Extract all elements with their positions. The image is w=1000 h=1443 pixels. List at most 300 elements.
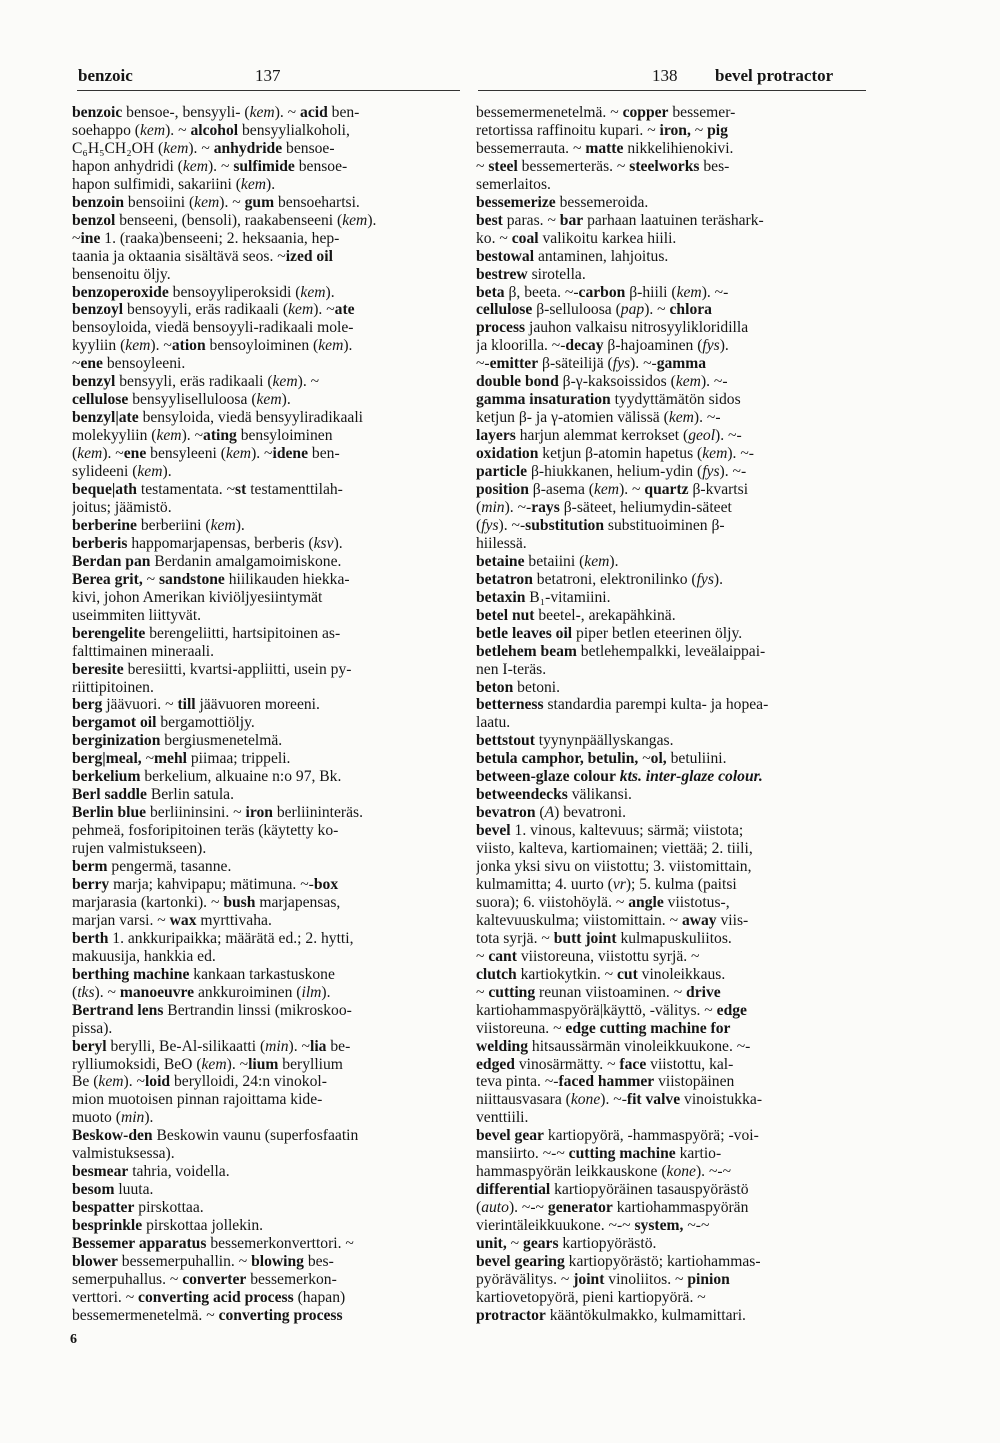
definition-text: kankaan tarkastuskone bbox=[189, 965, 335, 983]
subject-abbrev: kem bbox=[342, 211, 368, 229]
entry-line bbox=[72, 732, 460, 750]
definition-text: ). bbox=[162, 463, 172, 481]
subject-abbrev: kem bbox=[98, 1073, 124, 1091]
definition-text: ). bbox=[343, 337, 353, 355]
definition-text: berylli, Be-Al-silikaatti ( bbox=[106, 1037, 266, 1055]
entry-line bbox=[72, 158, 460, 176]
definition-text: β-selluloosa ( bbox=[532, 301, 621, 319]
entry-line bbox=[476, 966, 868, 984]
definition-text: berberiini ( bbox=[136, 516, 211, 534]
headword: process bbox=[476, 319, 526, 337]
entry-line bbox=[72, 266, 460, 284]
definition-text: ). ~- bbox=[715, 427, 742, 445]
subject-abbrev: kem bbox=[163, 139, 189, 157]
entry-line bbox=[72, 984, 460, 1002]
definition-text: kulmamitta; 4. uurto ( bbox=[476, 875, 613, 893]
definition-text: marjan varsi. ~ bbox=[72, 911, 170, 929]
headword: angle bbox=[628, 893, 664, 911]
definition-text: hiilessä. bbox=[476, 534, 527, 552]
header-rule-right bbox=[478, 90, 866, 91]
headword: layers bbox=[476, 427, 516, 445]
subject-abbrev: vr bbox=[612, 875, 626, 893]
headword: pinion bbox=[687, 1270, 730, 1288]
subject-abbrev: kem bbox=[249, 104, 275, 121]
definition-text: betaiini ( bbox=[524, 552, 585, 570]
definition-text: β-säteilijä ( bbox=[538, 355, 613, 373]
headword: betatron bbox=[476, 570, 533, 588]
subject-abbrev: geol bbox=[688, 427, 716, 445]
definition-text: bessemermenetelmä. ~ bbox=[476, 104, 623, 121]
entry-line bbox=[72, 1235, 460, 1253]
definition-text: beetel-, arekapähkinä. bbox=[534, 606, 676, 624]
entry-line bbox=[476, 391, 868, 409]
definition-text: ). bbox=[144, 1109, 154, 1127]
subject-abbrev: ksv bbox=[313, 534, 334, 552]
subject-abbrev: auto bbox=[481, 1199, 509, 1217]
entry-line bbox=[72, 571, 460, 589]
definition-text: pissa). bbox=[72, 1019, 113, 1037]
definition-text: ~- bbox=[476, 355, 490, 373]
headword: ate bbox=[334, 301, 355, 319]
definition-text: ~ bbox=[476, 947, 489, 965]
definition-text: tyydyttämätön sidos bbox=[610, 391, 741, 409]
definition-text: pengermä, tasanne. bbox=[107, 858, 232, 876]
definition-text: tahria, voidella. bbox=[128, 1163, 230, 1181]
entry-line bbox=[476, 1289, 868, 1307]
definition-text: ( bbox=[476, 516, 482, 534]
definition-text: tota syrjä. ~ bbox=[476, 929, 554, 947]
entry-line bbox=[72, 463, 460, 481]
definition-text: kartiovetopyörä, pieni kartiopyörä. ~ bbox=[476, 1288, 706, 1306]
definition-text: vinosärmätty. ~ bbox=[514, 1055, 620, 1073]
headword: benzyl bbox=[72, 373, 116, 391]
entry-line bbox=[476, 625, 868, 643]
definition-text: mansiirto. ~-~ bbox=[476, 1145, 569, 1163]
definition-text: substituoiminen β- bbox=[604, 516, 725, 534]
entry-line bbox=[72, 1073, 460, 1091]
entry-line bbox=[476, 571, 868, 589]
definition-text: valmistuksessa). bbox=[72, 1145, 175, 1163]
headword: system, bbox=[634, 1217, 684, 1235]
entry-line bbox=[72, 696, 460, 714]
definition-text: β-hiukkanen, helium-ydin ( bbox=[527, 463, 703, 481]
headword: pig bbox=[707, 121, 728, 139]
headword: away bbox=[681, 911, 717, 929]
definition-text: ). bbox=[713, 570, 724, 588]
subject-abbrev: kem bbox=[256, 391, 282, 409]
page-number-right: 138 bbox=[652, 66, 678, 85]
entry-line bbox=[72, 607, 460, 625]
definition-text: viis- bbox=[716, 911, 749, 929]
entry-line bbox=[72, 1145, 460, 1163]
definition-text: kulmapuskuliitos. bbox=[616, 929, 732, 947]
subject-abbrev: kem bbox=[194, 193, 220, 211]
entry-line bbox=[476, 499, 868, 517]
entry-line bbox=[72, 625, 460, 643]
definition-text: verttori. ~ bbox=[72, 1288, 139, 1306]
definition-text: 1. vinous, kaltevuus; särmä; viistota; bbox=[510, 822, 744, 840]
definition-text: bensenoitu öljy. bbox=[72, 265, 171, 283]
headword: berg|meal, bbox=[72, 750, 142, 768]
headword: beque|ath bbox=[72, 481, 137, 499]
headword: best bbox=[476, 211, 503, 229]
definition-text: bensoe- bbox=[282, 139, 335, 157]
definition-text: β, beeta. ~- bbox=[504, 283, 579, 301]
definition-text: 1. (raaka)benseeni; 2. heksaania, hep- bbox=[100, 229, 340, 247]
definition-text: ). ~- bbox=[504, 498, 532, 516]
entry-line bbox=[476, 858, 868, 876]
entry-line bbox=[476, 696, 868, 714]
entry-line bbox=[476, 894, 868, 912]
entry-line bbox=[476, 158, 868, 176]
headword: cellulose bbox=[476, 301, 533, 319]
definition-text: bessemeroida. bbox=[555, 193, 649, 211]
entry-line bbox=[476, 714, 868, 732]
entry-line bbox=[476, 840, 868, 858]
headword: ine bbox=[80, 229, 101, 247]
definition-text: ) bevatroni. bbox=[554, 804, 627, 822]
headword: acid bbox=[300, 104, 328, 121]
headword: berberis bbox=[72, 534, 128, 552]
headword: cutting machine bbox=[568, 1145, 676, 1163]
definition-text: kartiopyörästö. bbox=[558, 1235, 657, 1253]
entry-line bbox=[72, 822, 460, 840]
entry-line bbox=[476, 1091, 868, 1109]
definition-text: bensyyliselluloosa ( bbox=[128, 391, 257, 409]
headword: beryl bbox=[72, 1037, 107, 1055]
definition-text: ja kloorilla. ~- bbox=[476, 337, 566, 355]
entry-line bbox=[476, 463, 868, 481]
headword: ol, bbox=[650, 750, 667, 768]
definition-text: piper betlen eteerinen öljy. bbox=[572, 624, 743, 642]
definition-text: berliininsini. ~ bbox=[146, 804, 246, 822]
definition-text: bensoiini ( bbox=[124, 193, 195, 211]
definition-text: rylliumoksidi, BeO ( bbox=[72, 1055, 202, 1073]
definition-text: rujen valmistukseen). bbox=[72, 840, 207, 858]
headword: gum bbox=[244, 193, 275, 211]
entry-line bbox=[476, 768, 868, 786]
entry-line bbox=[72, 948, 460, 966]
entry-line bbox=[476, 266, 868, 284]
entry-line bbox=[476, 194, 868, 212]
subject-abbrev: kem bbox=[137, 463, 163, 481]
subject-abbrev: kone bbox=[666, 1163, 696, 1181]
entry-line bbox=[72, 858, 460, 876]
entry-line bbox=[72, 427, 460, 445]
subject-abbrev: kem bbox=[300, 283, 326, 301]
definition-text: retortissa raffinoitu kupari. ~ bbox=[476, 121, 660, 139]
entry-line bbox=[72, 248, 460, 266]
definition-text: ). ~ bbox=[188, 139, 214, 157]
definition-text: ~ bbox=[141, 750, 155, 768]
entry-line bbox=[72, 966, 460, 984]
entry-line bbox=[476, 212, 868, 230]
headword: st bbox=[235, 481, 247, 499]
headword: substitution bbox=[525, 516, 605, 534]
headword: berg bbox=[72, 696, 103, 714]
entry-line bbox=[476, 804, 868, 822]
definition-text: viistopäinen bbox=[654, 1073, 735, 1091]
definition-text: betuliini. bbox=[666, 750, 727, 768]
headword: benzoperoxide bbox=[72, 283, 169, 301]
headword: unit, bbox=[476, 1235, 507, 1253]
definition-text: ). ~ bbox=[165, 121, 191, 139]
definition-text: tyynynpäällyskangas. bbox=[534, 732, 674, 750]
headword: beton bbox=[476, 678, 514, 696]
definition-text: suora); 6. viistohöylä. ~ bbox=[476, 893, 629, 911]
definition-text: taania ja oktaania sisältävä seos. ~ bbox=[72, 247, 286, 265]
definition-text: makuusija, hankkia ed. bbox=[72, 947, 216, 965]
headword: bevel bbox=[476, 822, 511, 840]
entry-line bbox=[476, 1056, 868, 1074]
definition-text: ). ~ bbox=[181, 427, 204, 445]
entry-line bbox=[72, 194, 460, 212]
headword: mehl bbox=[154, 750, 187, 768]
definition-text: ko. ~ bbox=[476, 229, 512, 247]
subject-abbrev: kem bbox=[77, 445, 103, 463]
headword: betlehem beam bbox=[476, 642, 577, 660]
headword: emitter bbox=[489, 355, 539, 373]
definition-text: ~ bbox=[72, 355, 81, 373]
definition-text: bergamottiöljy. bbox=[156, 714, 255, 732]
headword: bergamot oil bbox=[72, 714, 157, 732]
definition-text: teva pinta. ~- bbox=[476, 1073, 559, 1091]
definition-text: ). ~- bbox=[719, 463, 747, 481]
definition-text: marjapensas, bbox=[255, 893, 341, 911]
definition-text: ). ~ bbox=[94, 983, 120, 1001]
headword: box bbox=[313, 875, 339, 893]
headword: berth bbox=[72, 929, 109, 947]
entry-line bbox=[72, 284, 460, 302]
definition-text: 1. ankkuripaikka; määrätä ed.; 2. hytti, bbox=[108, 929, 354, 947]
definition-text: ). bbox=[367, 211, 377, 229]
definition-text: beresiitti, kvartsi-appliitti, usein py- bbox=[123, 660, 352, 678]
entry-line bbox=[476, 104, 868, 122]
definition-text: bensoe-, bensyyli- ( bbox=[122, 104, 250, 121]
entry-line bbox=[72, 714, 460, 732]
subject-abbrev: fys bbox=[702, 463, 720, 481]
subject-abbrev: min bbox=[265, 1037, 289, 1055]
entry-line bbox=[476, 553, 868, 571]
headword: bevatron bbox=[476, 804, 536, 822]
entry-line bbox=[72, 876, 460, 894]
definition-text: B₁-vitamiini. bbox=[525, 588, 611, 606]
definition-text: kartio- bbox=[675, 1145, 722, 1163]
definition-text: vinoistukka- bbox=[680, 1091, 763, 1109]
headword: ene bbox=[80, 355, 103, 373]
definition-text: kartiohammaspyörä|käyttö, -välitys. ~ bbox=[476, 1001, 717, 1019]
headword: besmear bbox=[72, 1163, 129, 1181]
definition-text: ( bbox=[72, 983, 78, 1001]
entry-line bbox=[476, 230, 868, 248]
definition-text: Be ( bbox=[72, 1073, 99, 1091]
headword: lium bbox=[248, 1055, 279, 1073]
subject-abbrev: pap bbox=[620, 301, 645, 319]
page-header-right-word: bevel protractor bbox=[715, 66, 834, 85]
headword: iron bbox=[245, 804, 273, 822]
subject-abbrev: kone bbox=[570, 1091, 601, 1109]
page-header-left-word: benzoic bbox=[78, 66, 133, 85]
subject-abbrev: fys bbox=[481, 516, 499, 534]
definition-text: ). bbox=[333, 534, 343, 552]
entry-line bbox=[476, 1109, 868, 1127]
definition-text: joitus; jäämistö. bbox=[72, 498, 172, 516]
definition-text: vierintäleikkuukone. ~-~ bbox=[476, 1217, 635, 1235]
definition-text: betoni. bbox=[513, 678, 561, 696]
definition-text: ). ~- bbox=[701, 283, 729, 301]
definition-text: bes- bbox=[303, 1253, 334, 1270]
dictionary-column-left bbox=[72, 104, 460, 1325]
definition-text: ). ~ bbox=[274, 104, 301, 121]
definition-text: bensoyloida, viedä bensoyyli-radikaali mole- bbox=[72, 319, 354, 337]
definition-text: soehappo ( bbox=[72, 121, 140, 139]
subject-abbrev: fys bbox=[696, 570, 714, 588]
entry-line bbox=[476, 337, 868, 355]
subject-abbrev: ilm bbox=[301, 983, 322, 1001]
headword: edge cutting machine for bbox=[565, 1019, 731, 1037]
headword: clutch bbox=[476, 965, 517, 983]
entry-line bbox=[72, 840, 460, 858]
headword: benzoyl bbox=[72, 301, 124, 319]
entry-line bbox=[72, 679, 460, 697]
definition-text: berylloidi, 24:n vinokol- bbox=[170, 1073, 327, 1091]
definition-text: β-säteet, heliumydin-säteet bbox=[559, 498, 732, 516]
entry-line bbox=[476, 535, 868, 553]
headword: loid bbox=[144, 1073, 171, 1091]
definition-text: standardia parempi kulta- ja hopea- bbox=[543, 696, 769, 714]
definition-text: pirskottaa jollekin. bbox=[142, 1217, 264, 1235]
entry-line bbox=[72, 1002, 460, 1020]
definition-text: semerpuhallus. ~ bbox=[72, 1270, 183, 1288]
entry-line bbox=[72, 750, 460, 768]
definition-text: ). ~ bbox=[150, 337, 172, 355]
headword: benzoic bbox=[72, 104, 123, 121]
definition-text: bergiusmenetelmä. bbox=[160, 732, 283, 750]
entry-line bbox=[476, 284, 868, 302]
headword: differential bbox=[476, 1181, 551, 1199]
entry-line bbox=[476, 589, 868, 607]
headword: face bbox=[619, 1055, 647, 1073]
entry-line bbox=[72, 553, 460, 571]
definition-text: betatroni, elektronilinko ( bbox=[532, 570, 697, 588]
definition-text: pehmeä, fosforipitoinen teräs (käytetty ko- bbox=[72, 822, 339, 840]
definition-text: ). ~ bbox=[288, 1037, 310, 1055]
definition-text: be- bbox=[326, 1037, 351, 1055]
entry-line bbox=[476, 1002, 868, 1020]
definition-text: ). ~ bbox=[297, 373, 320, 391]
entry-line bbox=[72, 212, 460, 230]
definition-text: molekyyliin ( bbox=[72, 427, 157, 445]
definition-text: kaltevuuskulma; viistomittain. ~ bbox=[476, 911, 682, 929]
definition-text: jonka yksi sivu on viistottu; 3. viistomittain, bbox=[476, 858, 752, 876]
definition-text: kartiopyörä, -hammaspyörä; -voi- bbox=[543, 1127, 759, 1145]
entry-line bbox=[476, 1038, 868, 1056]
cross-reference: kts. bbox=[619, 768, 642, 786]
entry-line bbox=[72, 786, 460, 804]
headword: sulfimide bbox=[233, 157, 295, 175]
subject-abbrev: kem bbox=[225, 445, 252, 463]
headword: converting acid process bbox=[138, 1288, 294, 1306]
definition-text: ). ~ bbox=[644, 301, 670, 319]
definition-text: ( bbox=[535, 804, 545, 822]
definition-text: ben- bbox=[327, 104, 360, 121]
definition-text: jauhon valkaisu nitrosyylikloridilla bbox=[525, 319, 749, 337]
definition-text: sylideeni ( bbox=[72, 463, 138, 481]
headword: matte bbox=[585, 139, 624, 157]
entry-line bbox=[72, 1109, 460, 1127]
definition-text: kivi, johon Amerikan kiviöljyesiintymät bbox=[72, 588, 323, 606]
definition-text: kartiokytkin. ~ bbox=[516, 965, 617, 983]
definition-text: β-hiili ( bbox=[625, 283, 677, 301]
subject-abbrev: kem bbox=[201, 1055, 227, 1073]
entry-line bbox=[476, 1181, 868, 1199]
definition-text: luuta. bbox=[114, 1181, 154, 1199]
headword: berengelite bbox=[72, 624, 146, 642]
definition-text: Berlin satula. bbox=[146, 786, 234, 804]
headword: particle bbox=[476, 463, 528, 481]
headword: besprinkle bbox=[72, 1217, 143, 1235]
definition-text: parhaan laatuinen teräshark- bbox=[583, 211, 764, 229]
subject-abbrev: fys bbox=[612, 355, 631, 373]
headword: bar bbox=[559, 211, 584, 229]
definition-text: ). bbox=[235, 516, 245, 534]
definition-text: bessemerpuhallin. ~ bbox=[117, 1253, 252, 1270]
definition-text: kääntökulmakko, kulmamittari. bbox=[545, 1306, 746, 1324]
entry-line bbox=[72, 445, 460, 463]
headword: till bbox=[177, 696, 196, 714]
definition-text: Bertrandin linssi (mikroskoo- bbox=[163, 1001, 352, 1019]
definition-text: nen I-teräs. bbox=[476, 660, 547, 678]
entry-line bbox=[72, 176, 460, 194]
headword: idene bbox=[272, 445, 309, 463]
entry-line bbox=[476, 786, 868, 804]
definition-text: bessemermenetelmä. ~ bbox=[72, 1306, 219, 1324]
definition-text: berengeliitti, hartsipitoinen as- bbox=[145, 624, 341, 642]
definition-text: bensoyyliperoksidi ( bbox=[168, 283, 301, 301]
definition-text: kartiopyörästö; kartiohammas- bbox=[564, 1253, 761, 1270]
headword: blower bbox=[72, 1253, 118, 1270]
definition-text: β-hajoaminen ( bbox=[603, 337, 703, 355]
entry-line bbox=[72, 912, 460, 930]
definition-text: viistoreuna, viistottu syrjä. ~ bbox=[516, 947, 700, 965]
headword: benzyl|ate bbox=[72, 409, 139, 427]
definition-text: reunan viistoaminen. ~ bbox=[535, 983, 687, 1001]
entry-line bbox=[476, 930, 868, 948]
definition-text: β-γ-kaksoissidos ( bbox=[558, 373, 676, 391]
subject-abbrev: kem bbox=[676, 283, 702, 301]
entry-line bbox=[476, 661, 868, 679]
definition-text: viistotus-, bbox=[663, 893, 730, 911]
entry-line bbox=[476, 732, 868, 750]
headword: quartz bbox=[644, 481, 689, 499]
definition-text: Berdanin amalgamoimiskone. bbox=[150, 552, 342, 570]
subject-abbrev: kem bbox=[668, 409, 694, 427]
headword: steelworks bbox=[629, 157, 700, 175]
entry-line bbox=[476, 319, 868, 337]
definition-text: hiilikauden hiekka- bbox=[224, 570, 350, 588]
entry-line bbox=[72, 589, 460, 607]
headword: manoeuvre bbox=[119, 983, 195, 1001]
entry-line bbox=[476, 517, 868, 535]
entry-line bbox=[72, 1056, 460, 1074]
definition-text: ). ~ bbox=[251, 445, 273, 463]
subject-abbrev: kem bbox=[318, 337, 344, 355]
definition-text: β-asema ( bbox=[528, 481, 594, 499]
definition-text: ). ~ bbox=[219, 193, 245, 211]
definition-text: viisto, kalteva, kartiomainen; viettää; 2. tiili, bbox=[476, 840, 753, 858]
entry-line bbox=[72, 643, 460, 661]
entry-line bbox=[72, 391, 460, 409]
